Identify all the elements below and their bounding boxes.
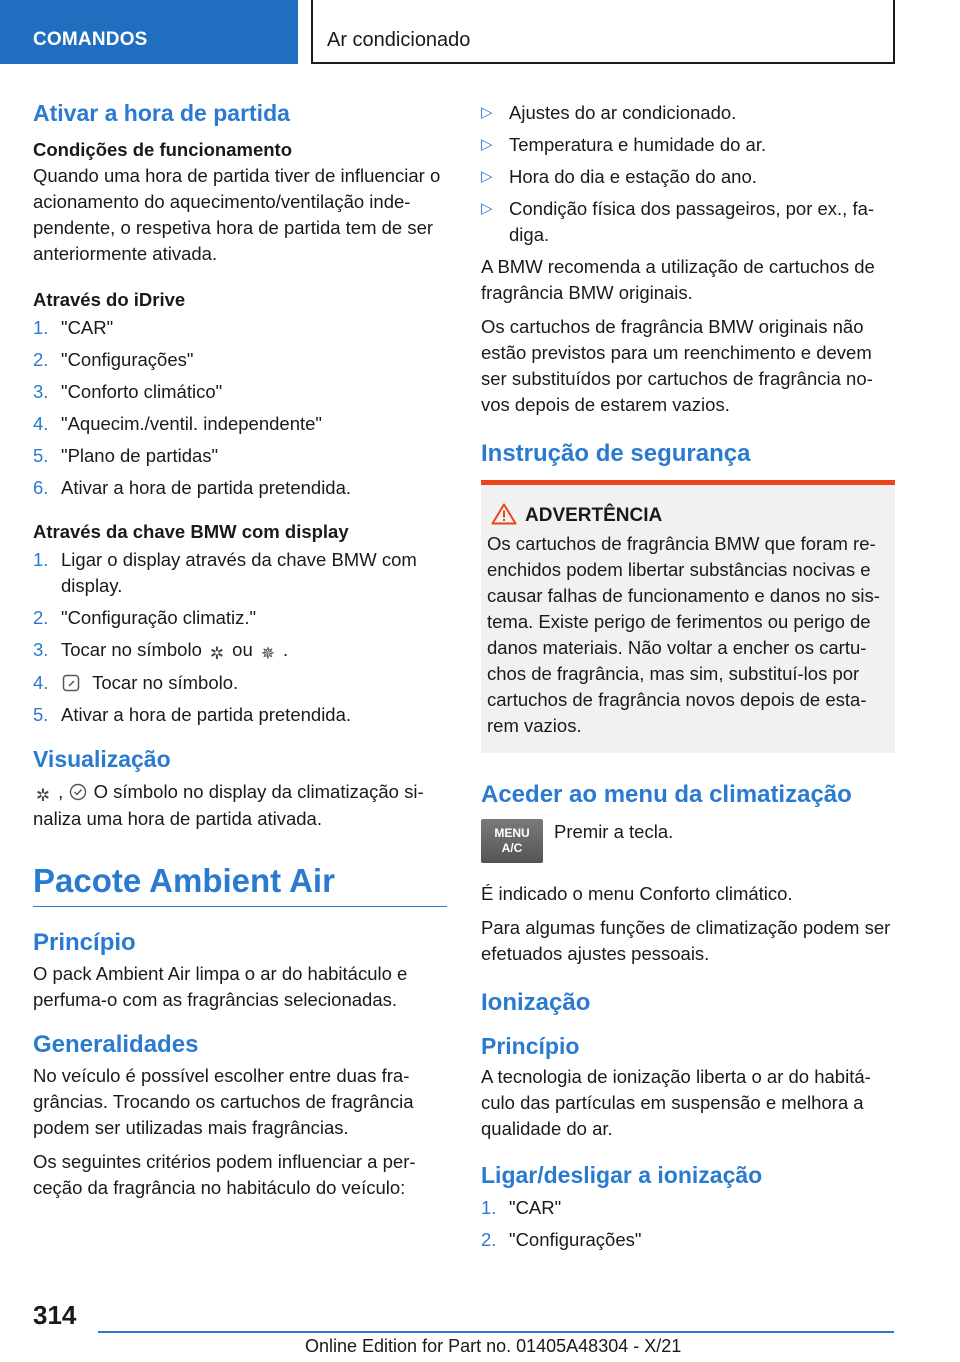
heading-ion-principle: Princípio xyxy=(481,1033,580,1059)
menu-press-text: Premir a tecla. xyxy=(554,821,674,842)
page-header xyxy=(0,0,960,66)
menu-row xyxy=(481,819,895,867)
heading-ion-toggle: Ligar/desligar a ionização xyxy=(481,1162,763,1188)
triangle-bullet-icon: ▷ xyxy=(481,168,493,185)
ion-steps xyxy=(481,1195,895,1253)
warning-triangle-icon xyxy=(491,503,517,525)
list-item: 1. "CAR" xyxy=(33,317,114,338)
fan-icon: ✲ xyxy=(209,644,225,663)
heading-principle: Princípio xyxy=(33,929,136,956)
list-item: 3. "Conforto climático" xyxy=(33,381,223,402)
subheading-conditions: Condições de funcionamento xyxy=(33,139,293,160)
list-item: 5. Ativar a hora de partida pretendida. xyxy=(33,704,352,725)
list-item: ▷ Condição física dos passageiros, por ex., fa-diga. xyxy=(481,198,875,245)
triangle-bullet-icon: ▷ xyxy=(481,136,493,153)
right-column xyxy=(481,100,895,1265)
conditions-text: Quando uma hora de partida tiver de influenciar o acionamento do aquecimento/ventilação inde-pendente, o respetiva hora de partida tem de ser anteriormente ativada. xyxy=(33,165,441,264)
subheading-idrive: Através do iDrive xyxy=(33,289,186,310)
list-item: 1. Ligar o display através da chave BMW com display. xyxy=(33,549,417,596)
list-item: 4. Tocar no símbolo. xyxy=(33,672,239,693)
list-item: 4. "Aquecim./ventil. independente" xyxy=(33,413,322,434)
list-item: 6. Ativar a hora de partida pretendida. xyxy=(33,477,352,498)
list-item: ▷ Hora do dia e estação do ano. xyxy=(481,164,895,190)
menu-ac-button: MENU A/C xyxy=(481,819,543,863)
idrive-steps xyxy=(33,315,447,501)
warning-text: Os cartuchos de fragrância BMW que foram re-enchidos podem libertar substâncias nocivas e causar falhas de funcionamento e danos no sis-tema. Existe perigo de ferimentos ou perigo de danos materiais. Não voltar a encher os cartu-chos de fragrância, mas sim, substituí-los por cartuchos de fragrância novos depois de esta-rem vazios. xyxy=(487,533,880,736)
heading-display: Visualização xyxy=(33,746,171,772)
edition-text: Online Edition for Part no. 01405A48304 - X/21 xyxy=(305,1336,682,1356)
chapter-title: Ar condicionado xyxy=(311,0,895,64)
general-text-1: No veículo é possível escolher entre duas fra-grâncias. Trocando os cartuchos de fragrância podem ser utilizadas mais fragrâncias. xyxy=(33,1065,414,1138)
clock-icon xyxy=(68,783,88,803)
ion-principle-text: A tecnologia de ionização liberta o ar do habitá-culo das partículas em suspensão e melhora a qualidade do ar. xyxy=(481,1066,871,1139)
principle-text: O pack Ambient Air limpa o ar do habitáculo e perfuma-o com as fragrâncias selecionadas. xyxy=(33,963,408,1010)
cartridge-text: Os cartuchos de fragrância BMW originais não estão previstos para um reenchimento e devem ser substituídos por cartuchos de fragrância no-vos depois de estarem vazios. xyxy=(481,316,873,415)
heading-menu: Aceder ao menu da climatização xyxy=(481,781,852,808)
general-text-2: Os seguintes critérios podem influenciar a per-ceção da fragrância no habitáculo do veículo: xyxy=(33,1151,416,1198)
edit-icon xyxy=(61,674,81,694)
section-tab: COMANDOS xyxy=(0,0,298,64)
list-item: 2. "Configurações" xyxy=(33,349,194,370)
warning-title: ADVERTÊNCIA xyxy=(487,505,887,527)
heading-safety: Instrução de segurança xyxy=(481,440,751,467)
left-column xyxy=(33,100,447,1209)
warning-box xyxy=(481,480,895,753)
list-item: 2. "Configuração climatiz." xyxy=(33,607,257,628)
page-number: 314 xyxy=(33,1300,77,1330)
footer-rule xyxy=(98,1331,894,1333)
heading-general: Generalidades xyxy=(33,1031,199,1058)
list-item: ▷ Temperatura e humidade do ar. xyxy=(481,132,895,158)
key-steps xyxy=(33,547,447,728)
recommendation-text: A BMW recomenda a utilização de cartuchos de fragrância BMW originais. xyxy=(481,256,875,303)
chapter-heading-ambient: Pacote Ambient Air xyxy=(33,862,447,907)
list-item: 2. "Configurações" xyxy=(481,1229,642,1250)
heading-activate-departure: Ativar a hora de partida xyxy=(33,100,290,126)
list-item: 3. Tocar no símbolo ✲ ou ✵ . xyxy=(33,639,289,663)
criteria-list xyxy=(481,100,895,248)
list-item: 5. "Plano de partidas" xyxy=(33,445,219,466)
triangle-bullet-icon: ▷ xyxy=(481,200,493,217)
fan-icon: ✲ xyxy=(35,786,51,805)
personal-settings-text: Para algumas funções de climatização podem ser efetuados ajustes pessoais. xyxy=(481,917,891,964)
fan-bold-icon: ✵ xyxy=(260,644,275,663)
menu-indicated-text: É indicado o menu Conforto climático. xyxy=(481,883,793,904)
heading-ionization: Ionização xyxy=(481,989,591,1016)
list-item: 1. "CAR" xyxy=(481,1197,562,1218)
display-text: ✲ , O símbolo no display da climatização si-naliza uma hora de partida ativada. xyxy=(33,781,424,829)
list-item: ▷ Ajustes do ar condicionado. xyxy=(481,100,895,126)
triangle-bullet-icon: ▷ xyxy=(481,104,493,121)
subheading-key: Através da chave BMW com display xyxy=(33,521,349,542)
